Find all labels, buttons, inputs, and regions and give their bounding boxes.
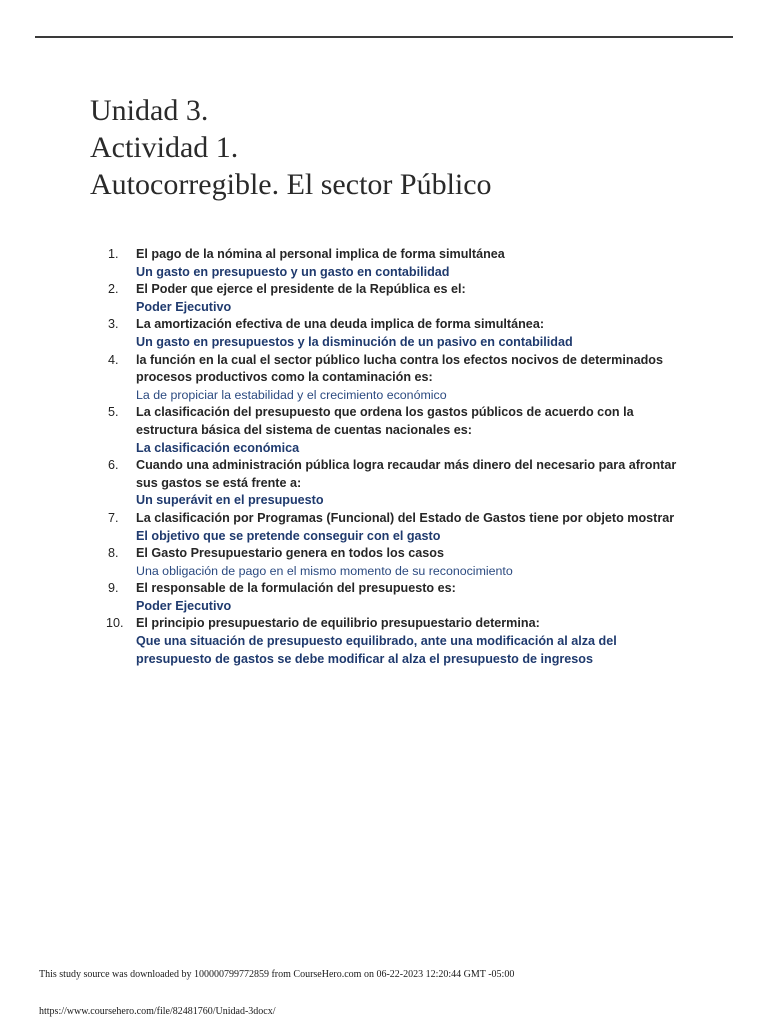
list-item <box>108 316 688 351</box>
item-number: 5. <box>108 405 119 420</box>
item-number: 1. <box>108 247 119 261</box>
source-url[interactable]: https://www.coursehero.com/file/82481760/Unidad-3docx/ <box>39 1006 276 1017</box>
list-item <box>108 580 688 615</box>
list-item <box>108 510 688 545</box>
list-item <box>108 352 688 405</box>
answer-text: Una obligación de pago en el mismo momento de su reconocimiento <box>136 563 513 578</box>
list-item <box>108 615 688 668</box>
answer-text: El objetivo que se pretende conseguir con el gasto <box>136 528 441 543</box>
answer-text: Un gasto en presupuesto y un gasto en contabilidad <box>136 264 450 279</box>
question-text: El principio presupuestario de equilibrio presupuestario determina: <box>136 616 540 631</box>
answer-text: La clasificación económica <box>136 440 300 455</box>
item-number: 7. <box>108 510 119 525</box>
title-subject: Autocorregible. El sector Público <box>90 168 492 201</box>
question-text: El responsable de la formulación del presupuesto es: <box>136 581 456 596</box>
list-item <box>108 457 688 510</box>
item-number: 4. <box>108 352 119 367</box>
list-item <box>108 545 688 580</box>
list-item <box>108 404 688 457</box>
list-item <box>108 281 688 316</box>
item-number: 2. <box>108 282 119 297</box>
question-text: La clasificación del presupuesto que ordena los gastos públicos de acuerdo con la estructura básica del sistema de cuentas nacionales es: <box>136 405 634 437</box>
item-number: 8. <box>108 546 119 561</box>
question-text: El Gasto Presupuestario genera en todos los casos <box>136 546 444 561</box>
question-text: La clasificación por Programas (Funcional) del Estado de Gastos tiene por objeto mostrar <box>136 510 675 525</box>
title-activity: Actividad 1. <box>90 131 239 164</box>
download-source-note: This study source was downloaded by 100000799772859 from CourseHero.com on 06-22-2023 12:20:44 GMT -05:00 <box>39 969 515 980</box>
question-answer-list <box>108 246 688 668</box>
answer-text: Un gasto en presupuestos y la disminución de un pasivo en contabilidad <box>136 334 573 349</box>
answer-text: Un superávit en el presupuesto <box>136 493 324 508</box>
answer-text: Poder Ejecutivo <box>136 299 232 314</box>
item-number: 3. <box>108 317 119 332</box>
title-unit: Unidad 3. <box>90 94 209 127</box>
question-text: La amortización efectiva de una deuda implica de forma simultánea: <box>136 317 545 332</box>
question-text: Cuando una administración pública logra recaudar más dinero del necesario para afrontar sus gastos se está frente a: <box>136 458 677 490</box>
answer-text: Que una situación de presupuesto equilibrado, ante una modificación al alza del presupuesto de gastos se debe modificar al alza el presupuesto de ingresos <box>136 634 617 666</box>
document-title <box>90 92 492 203</box>
answer-text: Poder Ejecutivo <box>136 598 232 613</box>
question-text: El pago de la nómina al personal implica de forma simultánea <box>136 247 505 261</box>
list-item <box>108 246 688 281</box>
question-text: El Poder que ejerce el presidente de la República es el: <box>136 282 466 297</box>
header-divider <box>35 36 733 38</box>
answer-text: La de propiciar la estabilidad y el crecimiento económico <box>136 387 447 402</box>
item-number: 6. <box>108 458 119 473</box>
item-number: 9. <box>108 581 119 596</box>
question-text: la función en la cual el sector público lucha contra los efectos nocivos de determinados procesos productivos como la contaminación es: <box>136 352 663 385</box>
item-number: 10. <box>106 616 124 631</box>
